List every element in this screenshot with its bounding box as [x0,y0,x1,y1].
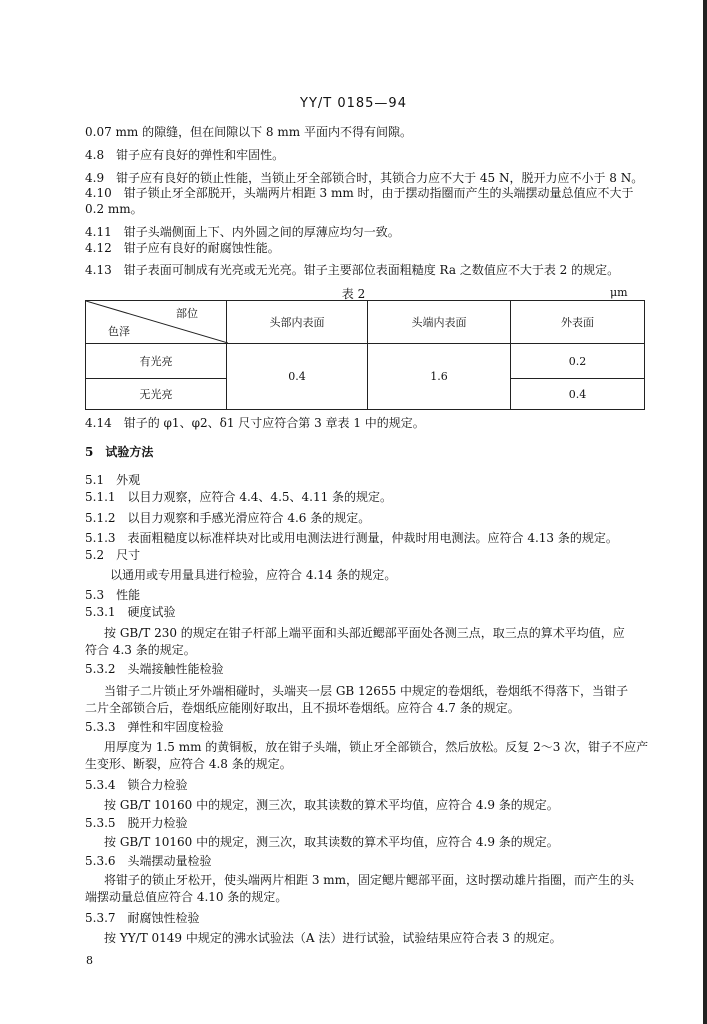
clause-5-1-3: 5.1.3 表面粗糙度以标准样块对比或用电测法进行测量，仲裁时用电测法。应符合 4.13 条的规定。 [85,531,618,545]
clause-4-14: 4.14 钳子的 φ1、φ2、δ1 尺寸应符合第 3 章表 1 中的规定。 [85,416,425,430]
text-line: 按 GB/T 10160 中的规定，测三次，取其读数的算术平均值，应符合 4.9 条的规定。 [104,798,559,812]
row-header: 无光亮 [86,379,227,410]
clause-heading: 5.3.5 脱开力检验 [85,816,188,830]
clause-heading: 5.3.4 锁合力检验 [85,778,188,792]
clause-heading: 5.3.2 头端接触性能检验 [85,662,224,676]
column-header: 头部内表面 [227,301,368,344]
text-line: 按 GB/T 10160 中的规定，测三次，取其读数的算术平均值，应符合 4.9 条的规定。 [104,835,559,849]
corner-top-label: 部位 [176,307,198,320]
scan-edge [703,0,707,1024]
text-line: 按 GB/T 230 的规定在钳子杆部上端平面和头部近鳃部平面处各测三点，取三点的算术平均值，应 [104,626,625,640]
roughness-table [85,300,645,410]
table-corner-cell [86,301,227,344]
text-line: 用厚度为 1.5 mm 的黄铜板，放在钳子头端，锁止牙全部锁合，然后放松。反复 2～3 次，钳子不应产 [104,740,649,754]
subsection-heading: 5.1 外观 [85,473,141,487]
table-cell: 1.6 [368,344,511,410]
subsection-heading: 5.3 性能 [85,588,141,602]
table-unit: μm [610,286,628,299]
clause-4-10: 4.10 钳子锁止牙全部脱开，头端两片相距 3 mm 时，由于摆动指圈而产生的头端摆动量总值应不大于 [85,186,634,200]
table-title: 表 2 [341,287,366,301]
standard-header: YY/T 0185—94 [300,96,407,111]
clause-4-11: 4.11 钳子头端侧面上下、内外圆之间的厚薄应均匀一致。 [85,225,400,239]
subsection-heading: 5.2 尺寸 [85,548,141,562]
table-cell: 0.2 [511,344,645,379]
text-line: 将钳子的锁止牙松开，使头端两片相距 3 mm，固定鳃片鳃部平面，这时摆动雄片指圈，而产生的头 [104,873,635,887]
text-line: 生变形、断裂，应符合 4.8 条的规定。 [85,757,292,771]
section-heading: 5 试验方法 [85,445,154,459]
corner-bottom-label: 色泽 [108,325,130,338]
text-line: 以通用或专用量具进行检验，应符合 4.14 条的规定。 [110,568,397,582]
page-number: 8 [86,954,93,967]
text-line: 0.07 mm 的隙缝，但在间隙以下 8 mm 平面内不得有间隙。 [85,125,412,139]
clause-heading: 5.3.6 头端摆动量检验 [85,854,212,868]
text-line: 端摆动量总值应符合 4.10 条的规定。 [85,890,288,904]
clause-5-1-1: 5.1.1 以目力观察，应符合 4.4、4.5、4.11 条的规定。 [85,490,393,504]
clause-heading: 5.3.7 耐腐蚀性检验 [85,911,200,925]
clause-4-8: 4.8 钳子应有良好的弹性和牢固性。 [85,148,285,162]
row-header: 有光亮 [86,344,227,379]
column-header: 外表面 [511,301,645,344]
text-line: 当钳子二片锁止牙外端相碰时，头端夹一层 GB 12655 中规定的卷烟纸，卷烟纸不得落下，当钳子 [104,684,629,698]
clause-5-1-2: 5.1.2 以目力观察和手感光滑应符合 4.6 条的规定。 [85,511,371,525]
text-line: 符合 4.3 条的规定。 [85,643,196,657]
clause-4-13: 4.13 钳子表面可制成有光亮或无光亮。钳子主要部位表面粗糙度 Ra 之数值应不大于表 2 的规定。 [85,263,620,277]
text-line: 按 YY/T 0149 中规定的沸水试验法（A 法）进行试验，试验结果应符合表 3 的规定。 [104,931,562,945]
clause-4-9: 4.9 钳子应有良好的锁止性能，当锁止牙全部锁合时，其锁合力应不大于 45 N，脱开力应不小于 8 N。 [85,171,644,185]
clause-4-12: 4.12 钳子应有良好的耐腐蚀性能。 [85,241,280,255]
table-cell: 0.4 [511,379,645,410]
clause-heading: 5.3.3 弹性和牢固度检验 [85,720,224,734]
table-cell: 0.4 [227,344,368,410]
text-line: 二片全部锁合后，卷烟纸应能刚好取出，且不损坏卷烟纸。应符合 4.7 条的规定。 [85,701,520,715]
text-line: 0.2 mm。 [85,202,143,216]
clause-heading: 5.3.1 硬度试验 [85,605,176,619]
column-header: 头端内表面 [368,301,511,344]
